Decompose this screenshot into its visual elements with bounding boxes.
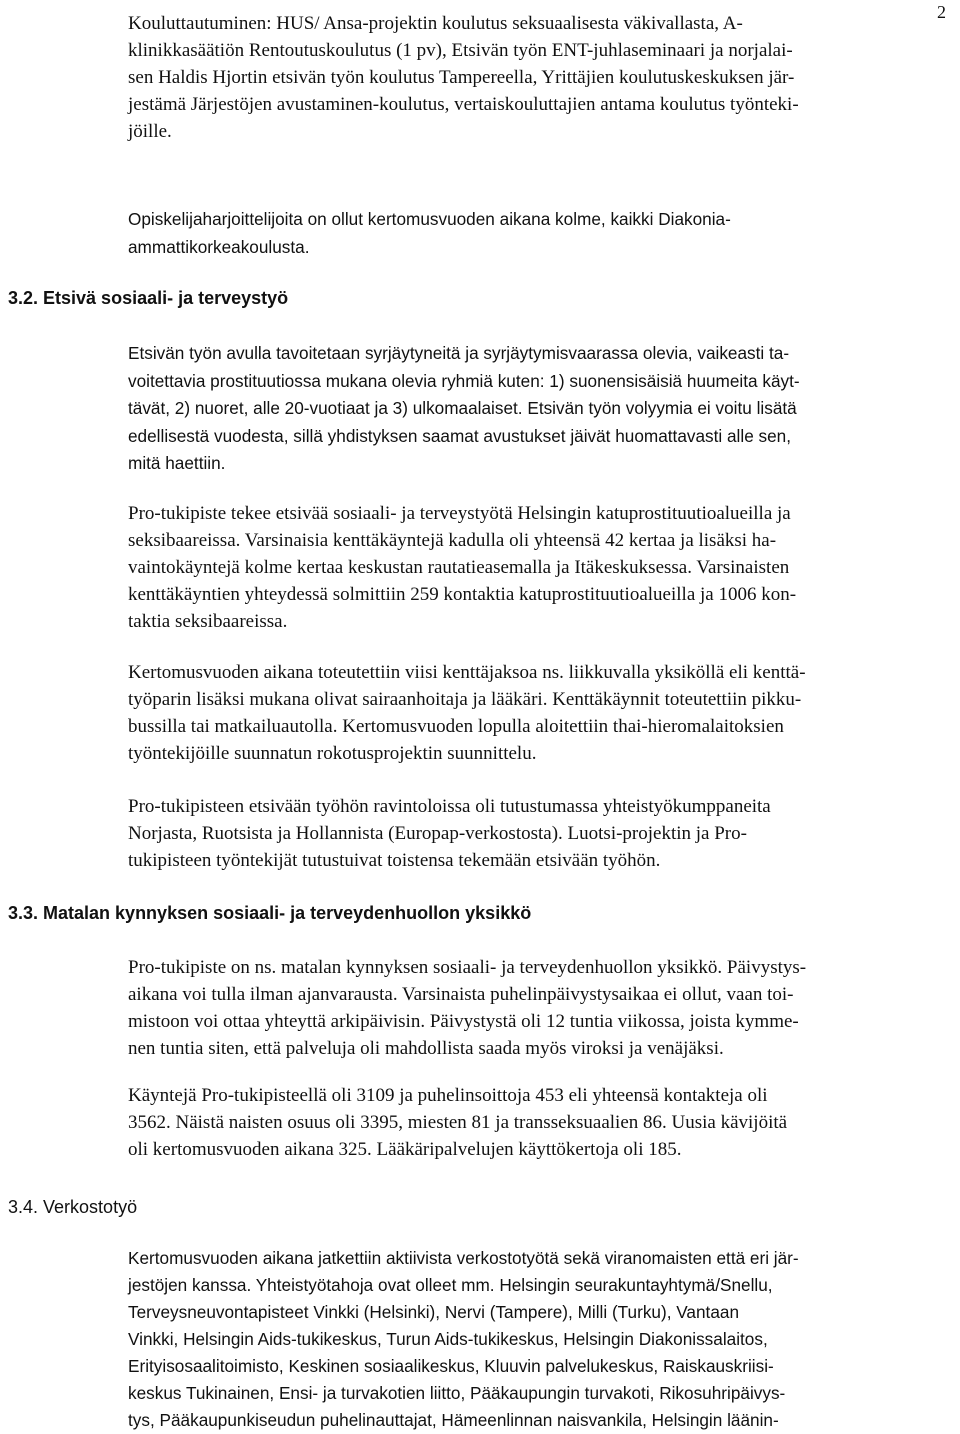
text-line: ammattikorkeakoulusta. [128,236,310,257]
text-line: klinikkasäätiön Rentoutuskoulutus (1 pv), Etsivän työn ENT-juhlaseminaari ja norjalai- [128,40,793,61]
text-line: jestöjen kanssa. Yhteistyötahoja ovat olleet mm. Helsingin seurakuntayhtymä/Snellu, [128,1275,773,1295]
text-line: Kertomusvuoden aikana jatkettiin aktiivista verkostotyötä sekä viranomaisten että eri jär- [128,1248,799,1268]
text-line: Pro-tukipisteen etsivään työhön ravintoloissa oli tutustumassa yhteistyökumppaneita [128,796,771,817]
section-3-2-paragraph-2 [128,500,938,635]
text-line: Käyntejä Pro-tukipisteellä oli 3109 ja puhelinsoittoja 453 eli yhteensä kontakteja oli [128,1085,768,1106]
text-line: taktia seksibaareissa. [128,611,288,632]
students-paragraph [128,206,938,261]
page-number: 2 [937,2,946,22]
text-line: Erityisosaalitoimisto, Keskinen sosiaalikeskus, Kluuvin palvelukeskus, Raiskauskriisi- [128,1356,774,1376]
text-line: Pro-tukipiste on ns. matalan kynnyksen sosiaali- ja terveydenhuollon yksikkö. Päivystys- [128,957,807,978]
text-line: Etsivän työn avulla tavoitetaan syrjäytyneitä ja syrjäytymisvaarassa olevia, vaikeasti ta- [128,343,790,363]
text-line: sen Haldis Hjortin etsivän työn koulutus Tampereella, Yrittäjien koulutuskeskuksen jär- [128,67,795,88]
section-3-3-paragraph-1 [128,954,938,1062]
text-line: aikana voi tulla ilman ajanvarausta. Varsinaista puhelinpäivystysaikaa ei ollut, vaan toi- [128,984,794,1005]
text-line: jestämä Järjestöjen avustaminen-koulutus, vertaiskouluttajien antama koulutus työnteki- [128,94,799,115]
section-heading-3-3: 3.3. Matalan kynnyksen sosiaali- ja terveydenhuollon yksikkö [8,903,532,923]
text-line: työparin lisäksi mukana olivat sairaanhoitaja ja lääkäri. Kenttäkäynnit toteutettiin pikku- [128,689,802,710]
text-line: tukipisteen työntekijät tutustuivat toistensa tekemään etsivään työhön. [128,850,661,871]
text-line: työntekijöille suunnatun rokotusprojektin suunnittelu. [128,743,537,764]
text-line: Vinkki, Helsingin Aids-tukikeskus, Turun Aids-tukikeskus, Helsingin Diakonissalaitos, [128,1329,768,1349]
section-3-4-paragraph-1 [128,1245,938,1434]
text-line: Pro-tukipiste tekee etsivää sosiaali- ja terveystyötä Helsingin katuprostituutioalueilla ja [128,503,791,524]
section-3-2-paragraph-1 [128,340,938,478]
section-heading-3-4: 3.4. Verkostotyö [8,1197,138,1217]
text-line: seksibaareissa. Varsinaisia kenttäkäyntejä kadulla oli yhteensä 42 kertaa ja lisäksi ha- [128,530,777,551]
section-heading-3-2: 3.2. Etsivä sosiaali- ja terveystyö [8,288,289,308]
section-3-2-paragraph-3 [128,659,938,767]
text-line: Norjasta, Ruotsista ja Hollannista (Europap-verkostosta). Luotsi-projektin ja Pro- [128,823,747,844]
text-line: voitettavia prostituutiossa mukana olevia ryhmiä kuten: 1) suonensisäisiä huumeita käyt- [128,370,800,391]
text-line: mistoon voi ottaa yhteyttä arkipäivisin. Päivystystä oli 12 tuntia viikossa, joista kymme- [128,1011,799,1032]
text-line: Terveysneuvontapisteet Vinkki (Helsinki), Nervi (Tampere), Milli (Turku), Vantaan [128,1302,739,1322]
section-3-3-paragraph-2 [128,1082,938,1163]
text-line: kenttäkäyntien yhteydessä solmittiin 259 kontaktia katuprostituutioalueilla ja 1006 kon- [128,584,797,605]
text-line: Kertomusvuoden aikana toteutettiin viisi kenttäjaksoa ns. liikkuvalla yksiköllä eli kenttä- [128,662,806,683]
text-line: vaintokäyntejä kolme kertaa keskustan rautatieasemalla ja Itäkeskuksessa. Varsinaisten [128,557,790,578]
intro-paragraph [128,10,938,145]
text-line: Opiskelijaharjoittelijoita on ollut kertomusvuoden aikana kolme, kaikki Diakonia- [128,209,731,229]
text-line: bussilla tai matkailuautolla. Kertomusvuoden lopulla aloitettiin thai-hieromalaitoksien [128,716,784,737]
text-line: edellisestä vuodesta, sillä yhdistyksen saamat avustukset jäivät huomattavasti alle sen, [128,425,792,446]
section-3-2-paragraph-4 [128,793,938,874]
text-line: nen tuntia siten, että palveluja oli mahdollista saada myös viroksi ja venäjäksi. [128,1038,724,1059]
text-line: oli kertomusvuoden aikana 325. Lääkäripalvelujen käyttökertoja oli 185. [128,1139,682,1160]
text-line: tävät, 2) nuoret, alle 20-vuotiaat ja 3) ulkomaalaiset. Etsivän työn volyymia ei voitu lisätä [128,398,797,418]
text-line: tys, Pääkaupunkiseudun puhelinauttajat, Hämeenlinnan naisvankila, Helsingin läänin- [128,1410,779,1430]
text-line: jöille. [128,121,172,142]
text-line: Kouluttautuminen: HUS/ Ansa-projektin koulutus seksuaalisesta väkivallasta, A- [128,13,743,34]
text-line: 3562. Näistä naisten osuus oli 3395, miesten 81 ja transseksuaalien 86. Uusia kävijöitä [128,1112,788,1133]
text-line: keskus Tukinainen, Ensi- ja turvakotien liitto, Pääkaupungin turvakoti, Rikosuhripäivys- [128,1383,786,1403]
text-line: mitä haettiin. [128,453,226,473]
